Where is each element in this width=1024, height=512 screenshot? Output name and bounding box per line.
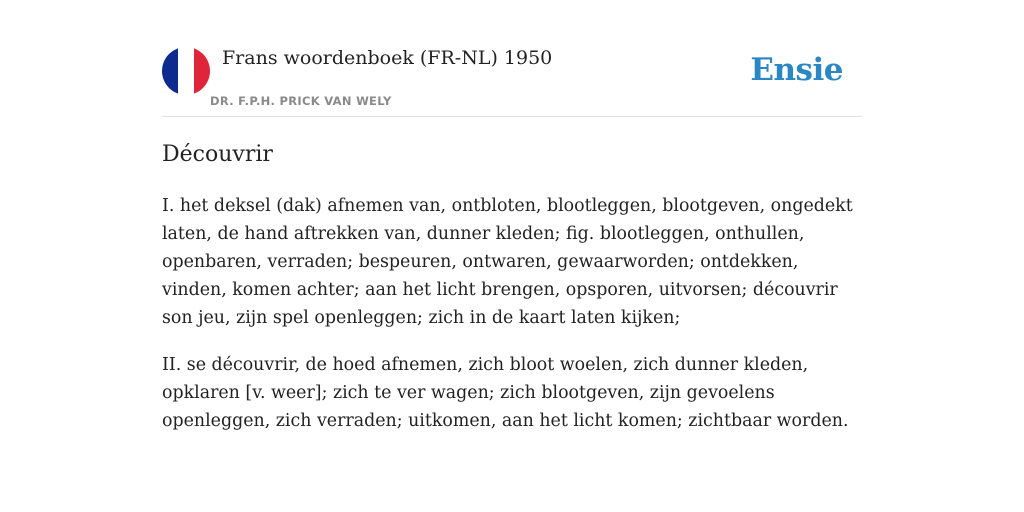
flag-red-stripe (194, 47, 210, 95)
entry-headword: Découvrir (162, 142, 273, 167)
dictionary-header (162, 0, 862, 117)
definition-paragraph-1: I. het deksel (dak) afnemen van, ontbloten, blootleggen, blootgeven, ongedekt laten, de hand aftrekken van, dunner kleden; fig. blootleggen, onthullen, openbaren, verraden; bespeuren, ontwaren, gewaarworden; ontdekken, vinden, komen achter; aan het licht brengen, opsporen, uitvorsen; découvrir son jeu, zijn spel openleggen; zich in de kaart laten kijken; (162, 196, 853, 328)
definition-paragraph-2: II. se découvrir, de hoed afnemen, zich bloot woelen, zich dunner kleden, opklaren [v. weer]; zich te ver wagen; zich blootgeven, zijn gevoelens openleggen, zich verraden; uitkomen, aan het licht komen; zichtbaar worden. (162, 355, 849, 431)
brand-logo-link[interactable]: Ensie (750, 52, 843, 88)
flag-white-stripe (178, 47, 194, 95)
france-flag-icon (162, 47, 210, 95)
dictionary-author: DR. F.P.H. PRICK VAN WELY (210, 94, 392, 108)
flag-blue-stripe (162, 47, 178, 95)
dictionary-card (162, 0, 862, 512)
dictionary-title: Frans woordenboek (FR-NL) 1950 (222, 47, 553, 69)
